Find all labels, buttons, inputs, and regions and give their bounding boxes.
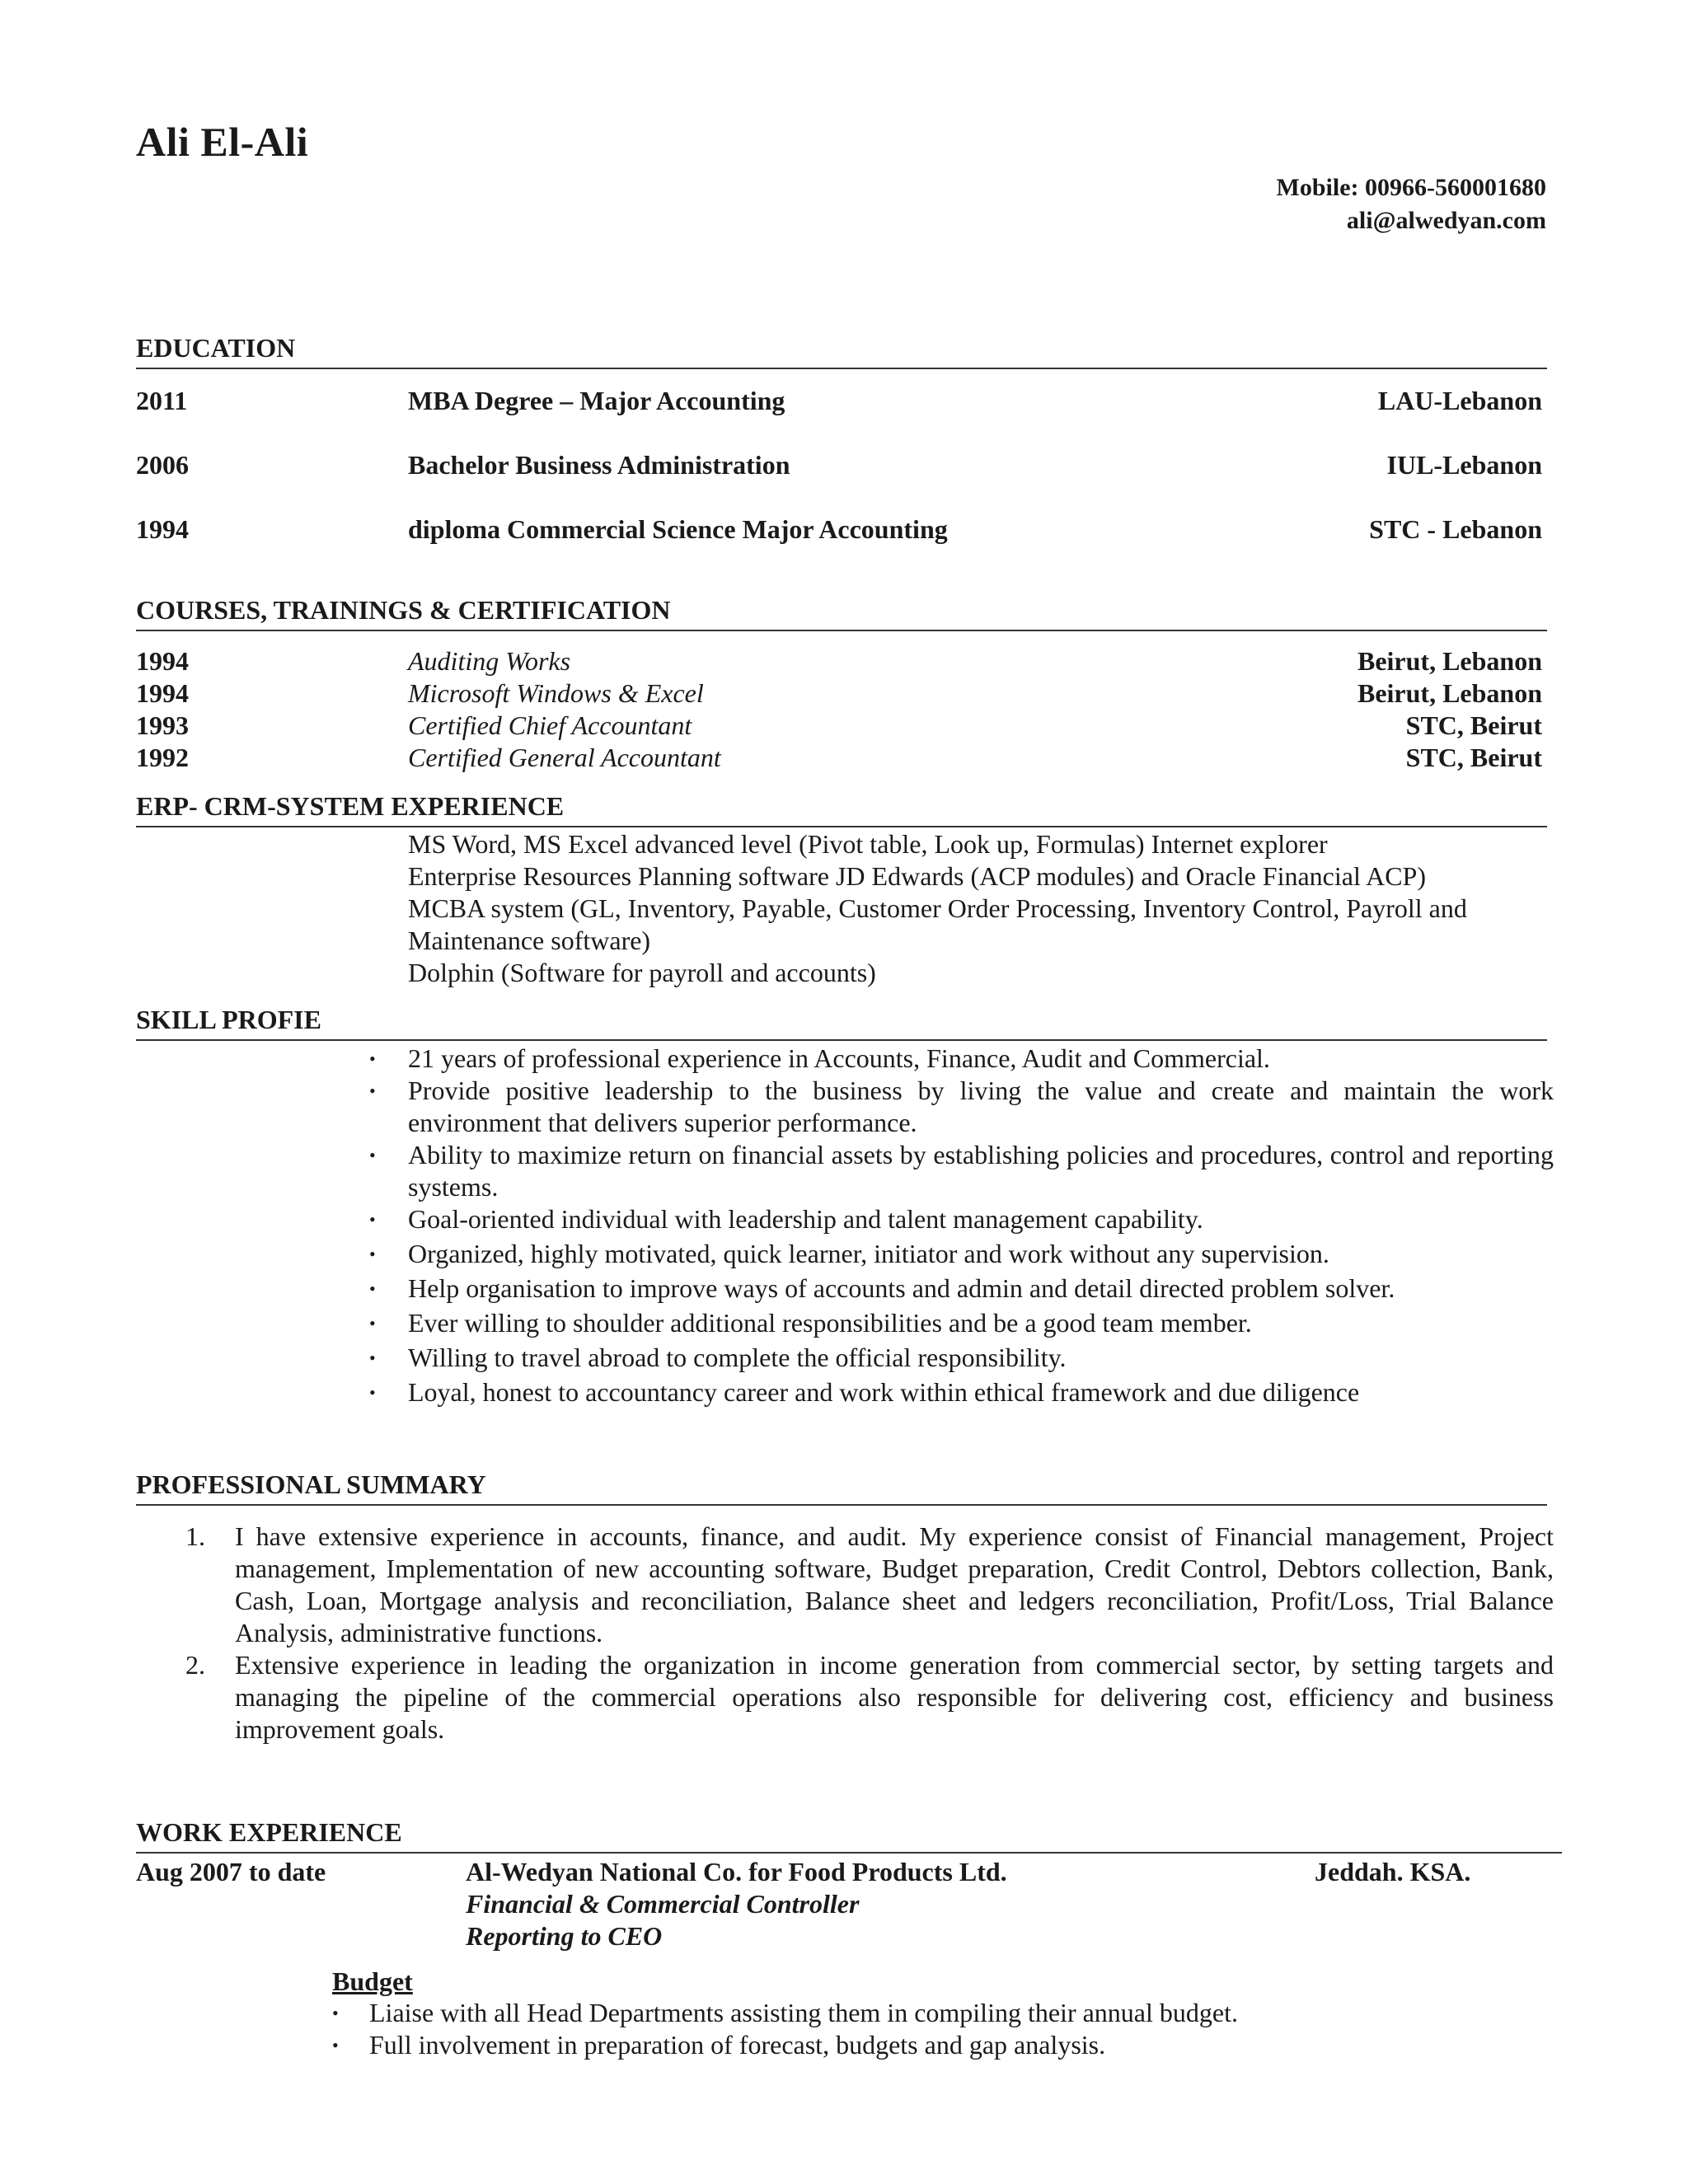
education-heading: EDUCATION bbox=[136, 331, 1547, 369]
work-company: Al-Wedyan National Co. for Food Products Ltd. bbox=[466, 1857, 1007, 1886]
course-row bbox=[136, 741, 1547, 774]
skill-item: • Provide positive leadership to the business by living the value and create and maintain the work environment that delivers superior performance. bbox=[369, 1076, 1554, 1137]
course-name: Microsoft Windows & Excel bbox=[408, 678, 704, 708]
erp-list bbox=[408, 828, 1554, 989]
budget-item: • Liaise with all Head Departments assisting them in compiling their annual budget. bbox=[332, 1998, 1238, 2027]
erp-line: Enterprise Resources Planning software JD Edwards (ACP modules) and Oracle Financial ACP) bbox=[408, 861, 1426, 891]
education-row bbox=[136, 448, 1547, 481]
education-place: IUL-Lebanon bbox=[1386, 450, 1542, 480]
erp-heading: ERP- CRM-SYSTEM EXPERIENCE bbox=[136, 790, 1547, 827]
bullet-icon: • bbox=[332, 2035, 339, 2055]
bullet-icon: • bbox=[369, 1278, 376, 1299]
bullet-icon: • bbox=[332, 2003, 339, 2023]
skill-item: • Ability to maximize return on financial assets by establishing policies and procedures, control and reporting systems. bbox=[369, 1140, 1554, 1202]
education-degree: diploma Commercial Science Major Accounting bbox=[408, 514, 948, 544]
course-name: Auditing Works bbox=[408, 646, 571, 676]
bullet-icon: • bbox=[369, 1048, 376, 1069]
bullet-icon: • bbox=[369, 1209, 376, 1230]
skill-item: • Ever willing to shoulder additional responsibilities and be a good team member. bbox=[369, 1308, 1252, 1338]
course-place: Beirut, Lebanon bbox=[1357, 678, 1542, 708]
contact-block bbox=[1277, 171, 1546, 237]
skill-item: • 21 years of professional experience in Accounts, Finance, Audit and Commercial. bbox=[369, 1043, 1270, 1073]
bullet-icon: • bbox=[369, 1080, 376, 1101]
skill-item: • Help organisation to improve ways of accounts and admin and detail directed problem solver. bbox=[369, 1273, 1395, 1303]
education-year: 2006 bbox=[136, 450, 189, 480]
course-year: 1993 bbox=[136, 710, 189, 740]
erp-line: MCBA system (GL, Inventory, Payable, Customer Order Processing, Inventory Control, Payroll and Maintenance software) bbox=[408, 893, 1467, 955]
courses-heading: COURSES, TRAININGS & CERTIFICATION bbox=[136, 593, 1547, 631]
skill-item: • Loyal, honest to accountancy career and work within ethical framework and due diligence bbox=[369, 1377, 1360, 1407]
work-location: Jeddah. KSA. bbox=[1315, 1857, 1471, 1886]
education-year: 1994 bbox=[136, 514, 189, 544]
course-year: 1994 bbox=[136, 678, 189, 708]
education-row bbox=[136, 384, 1547, 417]
course-year: 1994 bbox=[136, 646, 189, 676]
bullet-icon: • bbox=[369, 1313, 376, 1333]
work-heading: WORK EXPERIENCE bbox=[136, 1816, 1562, 1854]
education-degree: Bachelor Business Administration bbox=[408, 450, 790, 480]
course-place: STC, Beirut bbox=[1405, 743, 1542, 772]
work-date: Aug 2007 to date bbox=[136, 1857, 326, 1886]
course-row bbox=[136, 677, 1547, 710]
education-year: 2011 bbox=[136, 386, 188, 415]
mobile-number: Mobile: 00966-560001680 bbox=[1276, 174, 1546, 201]
skill-item: • Organized, highly motivated, quick learner, initiator and work without any supervision. bbox=[369, 1239, 1329, 1268]
course-row bbox=[136, 644, 1547, 677]
course-name: Certified Chief Accountant bbox=[408, 710, 692, 740]
summary-item: 1. I have extensive experience in accounts, finance, and audit. My experience consist of Financial management, Project management, Implementation of new accounting software, Budget preparation, Credit Control, Debtors collection, Bank, Cash, Loan, Mortgage analysis and reconciliation, Balance sheet and ledgers reconciliation, Profit/Loss, Trial Balance Analysis, administrative functions. bbox=[185, 1521, 1554, 1647]
summary-item: 2. Extensive experience in leading the organization in income generation from commercial sector, by setting targets and managing the pipeline of the commercial operations also responsible for delivering cost, efficiency and business improvement goals. bbox=[185, 1650, 1554, 1744]
education-place: LAU-Lebanon bbox=[1377, 386, 1542, 415]
skill-item: • Willing to travel abroad to complete the official responsibility. bbox=[369, 1343, 1067, 1372]
education-row bbox=[136, 513, 1547, 546]
erp-line: MS Word, MS Excel advanced level (Pivot table, Look up, Formulas) Internet explorer bbox=[408, 829, 1328, 859]
course-name: Certified General Accountant bbox=[408, 743, 721, 772]
bullet-icon: • bbox=[369, 1244, 376, 1264]
course-year: 1992 bbox=[136, 743, 189, 772]
summary-list bbox=[185, 1521, 1554, 1746]
candidate-name: Ali El-Ali bbox=[136, 119, 309, 165]
email-address[interactable]: ali@alwedyan.com bbox=[1346, 207, 1546, 234]
work-reporting: Reporting to CEO bbox=[466, 1921, 663, 1951]
budget-item: • Full involvement in preparation of forecast, budgets and gap analysis. bbox=[332, 2030, 1106, 2060]
course-place: Beirut, Lebanon bbox=[1357, 646, 1542, 676]
budget-subheading: Budget bbox=[332, 1966, 413, 1996]
budget-list bbox=[332, 1997, 1523, 2061]
erp-line: Dolphin (Software for payroll and accounts) bbox=[408, 958, 876, 987]
summary-heading: PROFESSIONAL SUMMARY bbox=[136, 1468, 1547, 1506]
skills-list bbox=[369, 1043, 1554, 1408]
skill-item: • Goal-oriented individual with leadership and talent management capability. bbox=[369, 1204, 1203, 1234]
bullet-icon: • bbox=[369, 1145, 376, 1165]
education-place: STC - Lebanon bbox=[1369, 514, 1542, 544]
work-role: Financial & Commercial Controller bbox=[466, 1889, 860, 1919]
skills-heading: SKILL PROFIE bbox=[136, 1003, 1547, 1041]
course-row bbox=[136, 709, 1547, 742]
bullet-icon: • bbox=[369, 1382, 376, 1403]
course-place: STC, Beirut bbox=[1405, 710, 1542, 740]
bullet-icon: • bbox=[369, 1347, 376, 1368]
education-degree: MBA Degree – Major Accounting bbox=[408, 386, 785, 415]
